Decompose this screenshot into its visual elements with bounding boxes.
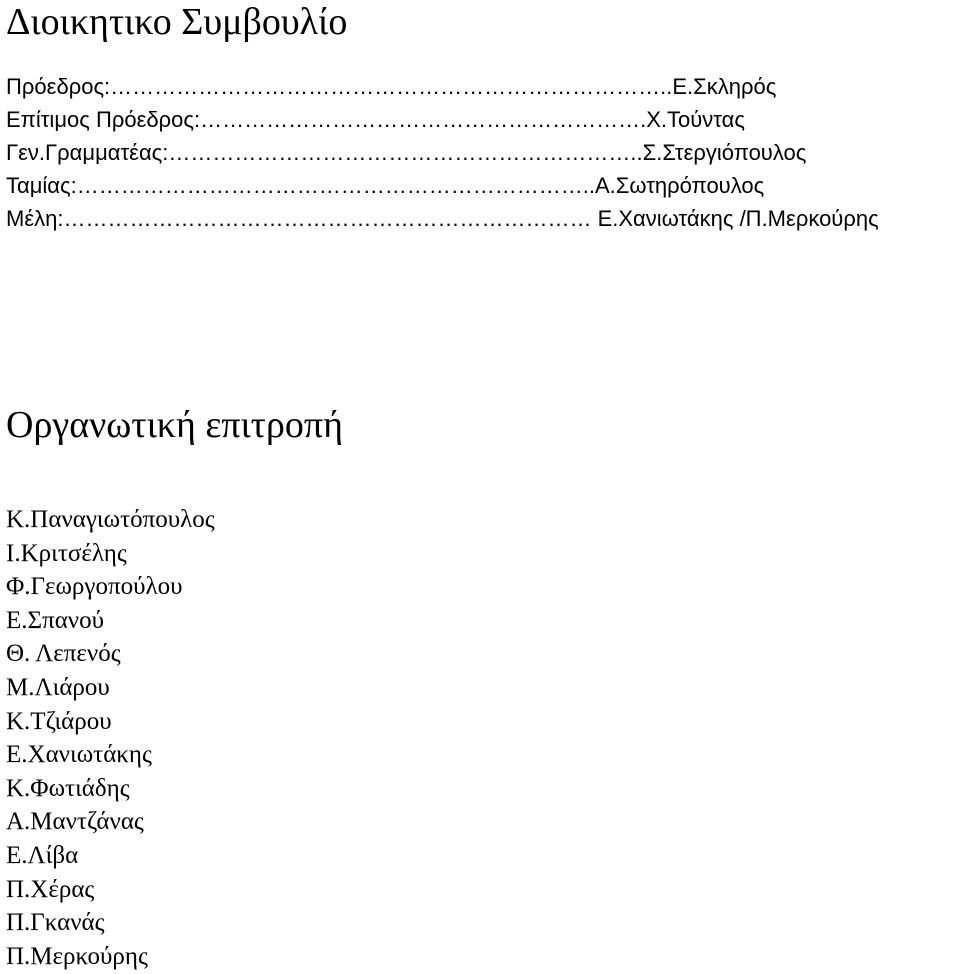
board-row-treasurer: Ταμίας:……………………………………………………………..Α.Σωτηρόπουλος <box>6 173 765 198</box>
committee-member: Α.Μαντζάνας <box>6 808 144 836</box>
board-row-honorary-president: Επίτιμος Πρόεδρος:…………………………………………………….Χ.Τούντας <box>6 107 745 132</box>
committee-member: Ε.Σπανού <box>6 606 104 634</box>
board-row-president: Πρόεδρος:…………………………………………………………………..Ε.Σκληρός <box>6 74 777 99</box>
committee-member: Ε.Λίβα <box>6 841 79 869</box>
committee-member: Κ.Τζιάρου <box>6 707 112 735</box>
board-row-general-secretary: Γεν.Γραμματέας:………………………………………………………..Σ.Στεργιόπουλος <box>6 140 807 165</box>
committee-member: Κ.Φωτιάδης <box>6 774 130 802</box>
committee-member: Π.Χέρας <box>6 875 95 903</box>
committee-member: Ε.Χανιωτάκης <box>6 741 152 769</box>
board-row-members: Μέλη:……………………………………………………………… Ε.Χανιωτάκης /Π.Μερκούρης <box>6 206 879 231</box>
committee-member: Ι.Κριτσέλης <box>6 539 127 567</box>
committee-member: Θ. Λεπενός <box>6 640 121 668</box>
committee-member: Μ.Λιάρου <box>6 673 110 701</box>
committee-member: Π.Μερκούρης <box>6 942 148 970</box>
board-members-list <box>6 70 879 235</box>
committee-member: Π.Γκανάς <box>6 909 105 937</box>
committee-member: Κ.Παναγιωτόπουλος <box>6 506 215 533</box>
committee-member: Φ.Γεωργοπούλου <box>6 573 183 601</box>
board-title: Διοικητικο Συμβουλίο <box>6 1 348 43</box>
committee-title: Οργανωτική επιτροπή <box>6 404 343 446</box>
committee-members-list <box>6 503 215 973</box>
